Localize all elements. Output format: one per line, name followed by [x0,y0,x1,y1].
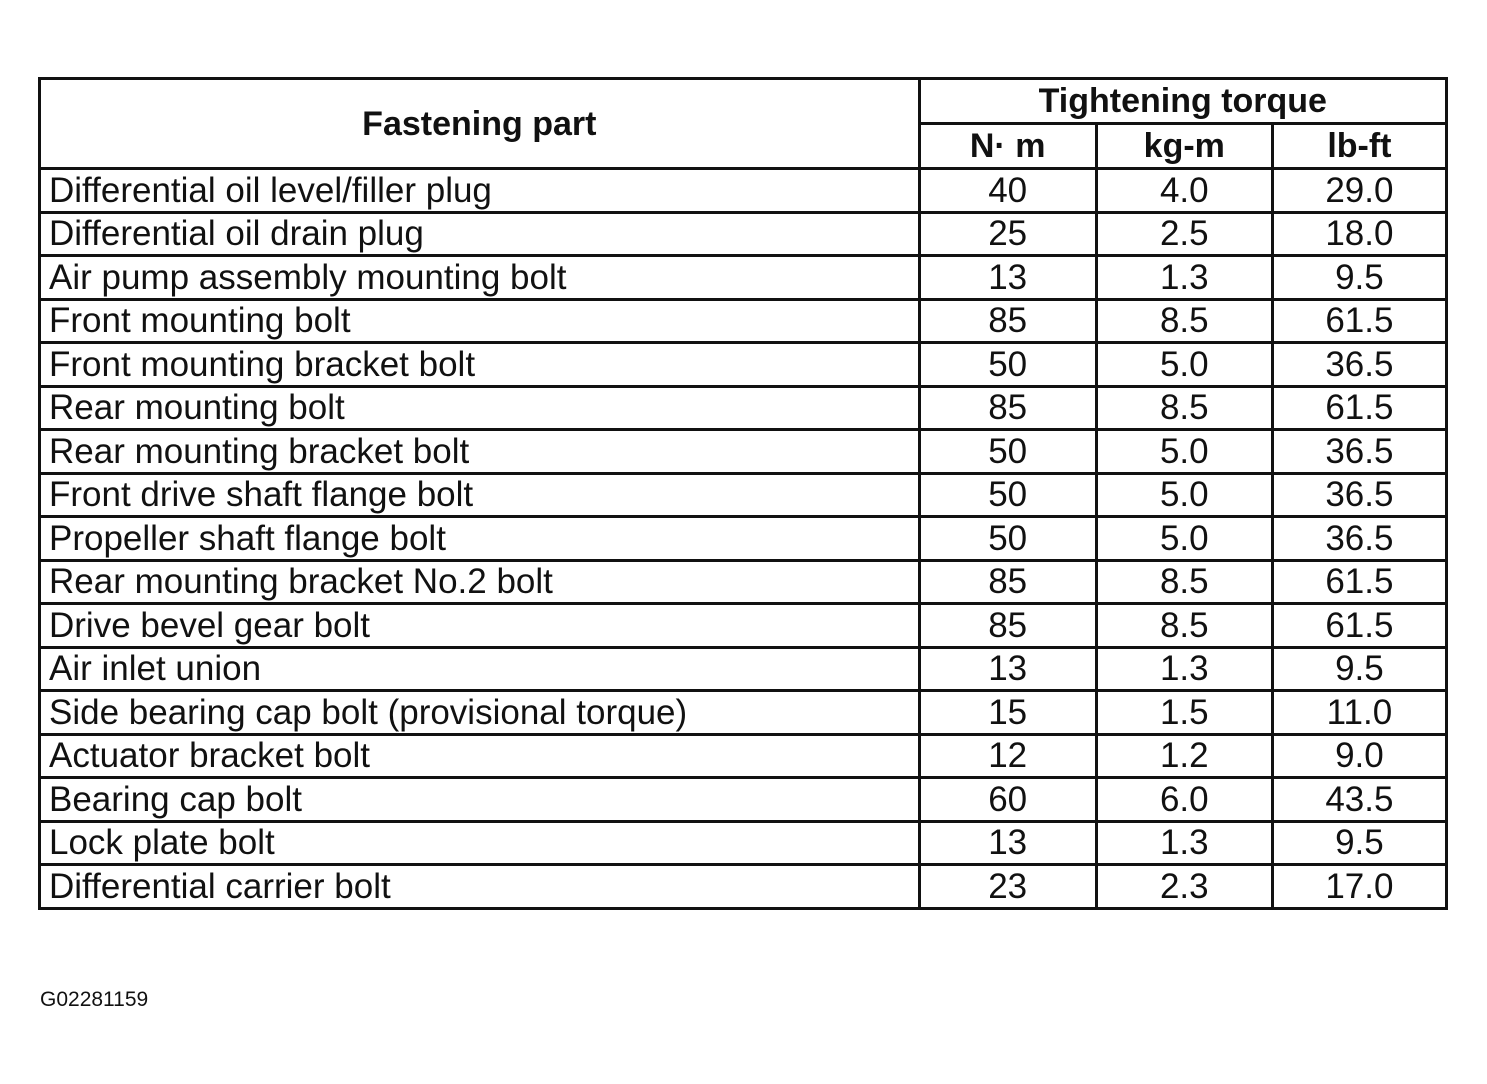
cell-torque-kgm: 5.0 [1096,430,1272,474]
table-row [40,821,1447,865]
cell-torque-lbft: 9.5 [1272,647,1446,691]
cell-fastening-part: Front mounting bracket bolt [40,343,920,387]
header-fastening-part: Fastening part [40,79,920,169]
cell-torque-kgm: 8.5 [1096,604,1272,648]
cell-torque-lbft: 9.0 [1272,734,1446,778]
cell-torque-kgm: 4.0 [1096,169,1272,213]
cell-torque-kgm: 1.3 [1096,647,1272,691]
table-row [40,169,1447,213]
cell-fastening-part: Differential oil drain plug [40,212,920,256]
cell-torque-nm: 60 [919,778,1096,822]
cell-torque-nm: 12 [919,734,1096,778]
cell-torque-kgm: 1.2 [1096,734,1272,778]
cell-fastening-part: Actuator bracket bolt [40,734,920,778]
cell-torque-nm: 25 [919,212,1096,256]
cell-fastening-part: Bearing cap bolt [40,778,920,822]
cell-torque-kgm: 5.0 [1096,473,1272,517]
table-row [40,430,1447,474]
cell-torque-nm: 85 [919,560,1096,604]
table-row [40,560,1447,604]
cell-torque-lbft: 36.5 [1272,343,1446,387]
cell-torque-lbft: 9.5 [1272,821,1446,865]
table-row [40,691,1447,735]
cell-fastening-part: Front drive shaft flange bolt [40,473,920,517]
header-unit-kgm: kg-m [1096,124,1272,169]
table-row [40,386,1447,430]
cell-torque-kgm: 5.0 [1096,517,1272,561]
cell-torque-lbft: 17.0 [1272,865,1446,909]
cell-torque-nm: 50 [919,343,1096,387]
cell-torque-lbft: 43.5 [1272,778,1446,822]
cell-torque-nm: 13 [919,821,1096,865]
table-row [40,473,1447,517]
torque-spec-table [38,77,1448,910]
cell-torque-lbft: 36.5 [1272,517,1446,561]
table-row [40,256,1447,300]
cell-fastening-part: Lock plate bolt [40,821,920,865]
cell-torque-lbft: 29.0 [1272,169,1446,213]
cell-torque-nm: 85 [919,386,1096,430]
cell-fastening-part: Rear mounting bracket No.2 bolt [40,560,920,604]
cell-torque-lbft: 18.0 [1272,212,1446,256]
cell-fastening-part: Side bearing cap bolt (provisional torque) [40,691,920,735]
cell-fastening-part: Drive bevel gear bolt [40,604,920,648]
cell-torque-lbft: 61.5 [1272,560,1446,604]
cell-torque-nm: 50 [919,517,1096,561]
cell-fastening-part: Differential carrier bolt [40,865,920,909]
cell-torque-kgm: 8.5 [1096,386,1272,430]
cell-torque-lbft: 11.0 [1272,691,1446,735]
figure-id: G02281159 [40,988,149,1011]
header-tightening-torque: Tightening torque [919,79,1446,124]
cell-fastening-part: Front mounting bolt [40,299,920,343]
cell-torque-lbft: 36.5 [1272,473,1446,517]
cell-torque-nm: 40 [919,169,1096,213]
cell-torque-nm: 50 [919,430,1096,474]
table-row [40,734,1447,778]
cell-torque-kgm: 8.5 [1096,560,1272,604]
cell-fastening-part: Air pump assembly mounting bolt [40,256,920,300]
table-row [40,343,1447,387]
cell-torque-nm: 15 [919,691,1096,735]
cell-torque-kgm: 1.3 [1096,256,1272,300]
cell-torque-kgm: 2.3 [1096,865,1272,909]
cell-fastening-part: Air inlet union [40,647,920,691]
table-row [40,212,1447,256]
table-row [40,647,1447,691]
cell-torque-kgm: 2.5 [1096,212,1272,256]
cell-torque-kgm: 5.0 [1096,343,1272,387]
table-row [40,517,1447,561]
table-row [40,299,1447,343]
cell-torque-kgm: 8.5 [1096,299,1272,343]
cell-torque-lbft: 9.5 [1272,256,1446,300]
cell-torque-nm: 23 [919,865,1096,909]
cell-torque-nm: 85 [919,299,1096,343]
cell-fastening-part: Propeller shaft flange bolt [40,517,920,561]
table-header [40,79,1447,169]
cell-torque-lbft: 61.5 [1272,604,1446,648]
cell-torque-nm: 13 [919,256,1096,300]
table-row [40,604,1447,648]
cell-torque-kgm: 1.5 [1096,691,1272,735]
header-unit-nm: N· m [919,124,1096,169]
cell-torque-lbft: 61.5 [1272,299,1446,343]
header-row-group [40,79,1447,124]
header-unit-lbft: lb-ft [1272,124,1446,169]
cell-torque-lbft: 61.5 [1272,386,1446,430]
cell-fastening-part: Differential oil level/filler plug [40,169,920,213]
cell-fastening-part: Rear mounting bolt [40,386,920,430]
cell-torque-lbft: 36.5 [1272,430,1446,474]
table-row [40,778,1447,822]
table-body [40,169,1447,909]
cell-torque-nm: 85 [919,604,1096,648]
table-row [40,865,1447,909]
cell-torque-nm: 50 [919,473,1096,517]
cell-torque-kgm: 6.0 [1096,778,1272,822]
cell-torque-nm: 13 [919,647,1096,691]
cell-torque-kgm: 1.3 [1096,821,1272,865]
cell-fastening-part: Rear mounting bracket bolt [40,430,920,474]
